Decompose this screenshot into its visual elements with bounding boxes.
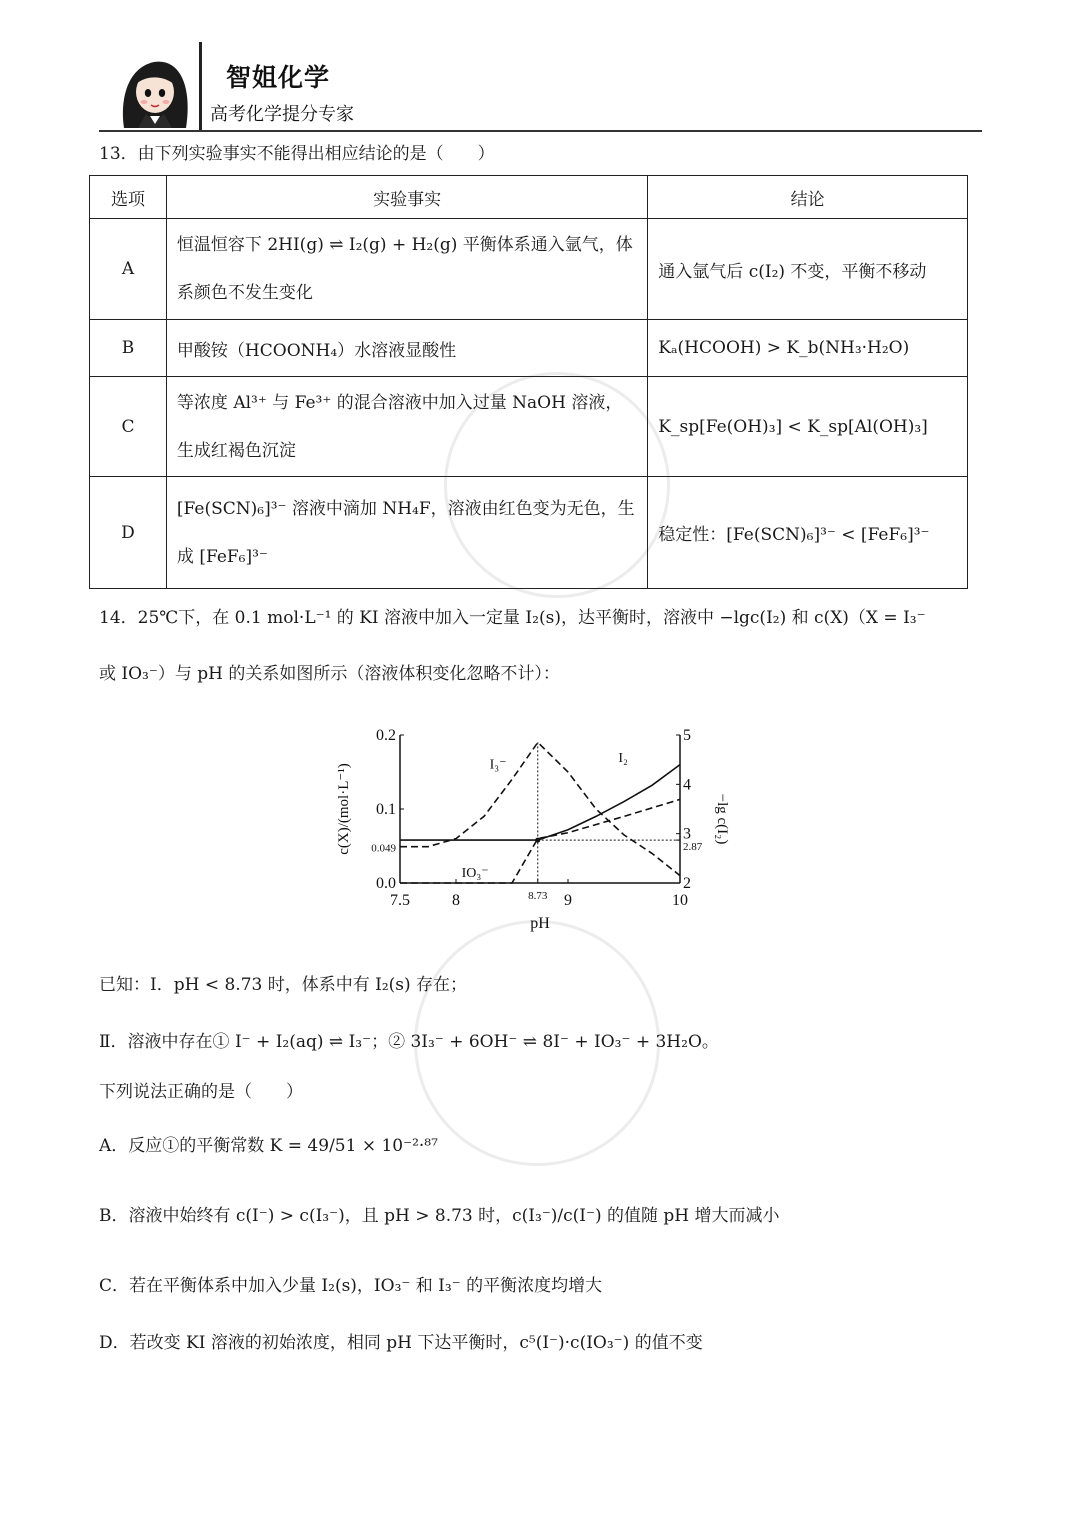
row-option: A (90, 219, 167, 320)
q14-known-2: Ⅱ．溶液中存在① I⁻ + I₂(aq) ⇌ I₃⁻；② 3I₃⁻ + 6OH⁻ ⇌ 8I⁻ + IO₃⁻ + 3H₂O。 (99, 1032, 719, 1052)
row-option: C (90, 377, 167, 477)
row-fact: 恒温恒容下 2HI(g) ⇌ I₂(g) + H₂(g) 平衡体系通入氩气，体系颜色不发生变化 (166, 219, 647, 320)
x-tick-label: 9 (564, 892, 572, 909)
q14-ask: 下列说法正确的是（ ） (99, 1082, 303, 1102)
row-option: D (90, 477, 167, 589)
table-header-row (90, 176, 968, 219)
y-right-axis-title: −lg c(I₂) (714, 793, 730, 845)
y-left-tick-label: 0.1 (376, 801, 396, 818)
y-right-tick-label: 2 (683, 875, 691, 892)
header-conclusion: 结论 (648, 176, 968, 219)
series-line (400, 765, 680, 841)
y-right-tick-label: 3 (683, 825, 691, 843)
header-divider-vertical (199, 42, 202, 130)
header-fact: 实验事实 (166, 176, 647, 219)
series-label: I₃⁻ (489, 757, 507, 773)
row-conclusion: 稳定性：[Fe(SCN)₆]³⁻ < [FeF₆]³⁻ (648, 477, 968, 589)
option-c: C．若在平衡体系中加入少量 I₂(s)，IO₃⁻ 和 I₃⁻ 的平衡浓度均增大 (99, 1276, 603, 1296)
series-line (400, 742, 680, 875)
table-row (90, 477, 968, 589)
row-conclusion: Kₐ(HCOOH) > K_b(NH₃·H₂O) (648, 320, 968, 377)
row-fact: [Fe(SCN)₆]³⁻ 溶液中滴加 NH₄F，溶液由红色变为无色，生成 [FeF₆]³⁻ (166, 477, 647, 589)
q14-stem-line2: 或 IO₃⁻）与 pH 的关系如图所示（溶液体积变化忽略不计）： (99, 664, 560, 684)
header-option: 选项 (90, 176, 167, 219)
x-tick-label: 8.73 (528, 890, 548, 902)
y-left-tick-label: 0.049 (371, 842, 396, 855)
x-tick-label: 10 (672, 892, 688, 909)
avatar-logo (114, 52, 196, 128)
row-conclusion: K_sp[Fe(OH)₃] < K_sp[Al(OH)₃] (648, 377, 968, 477)
row-fact: 等浓度 Al³⁺ 与 Fe³⁺ 的混合溶液中加入过量 NaOH 溶液，生成红褐色沉淀 (166, 377, 647, 477)
q14-known-1: 已知：Ⅰ．pH < 8.73 时，体系中有 I₂(s) 存在； (99, 975, 468, 995)
y-right-tick-label: 5 (683, 727, 691, 744)
row-conclusion: 通入氩气后 c(I₂) 不变，平衡不移动 (648, 219, 968, 320)
y-right-tick-label: 4 (683, 776, 691, 794)
series-line (400, 799, 680, 883)
x-tick-label: 8 (452, 892, 460, 909)
y-left-tick-label: 0.0 (376, 875, 396, 892)
x-axis-title: pH (530, 915, 550, 932)
row-fact: 甲酸铵（HCOONH₄）水溶液显酸性 (166, 320, 647, 377)
brand-name: 智姐化学 (226, 63, 331, 92)
q13-table (89, 175, 968, 589)
header-rule (99, 130, 982, 132)
intersection-point (535, 838, 540, 843)
q14-stem-line1: 14．25℃下，在 0.1 mol·L⁻¹ 的 KI 溶液中加入一定量 I₂(s)，达平衡时，溶液中 −lgc(I₂) 和 c(X)（X = I₃⁻ (99, 608, 926, 628)
series-label: IO₃⁻ (461, 866, 489, 882)
y-left-tick-label: 0.2 (376, 727, 396, 744)
table-row (90, 377, 968, 477)
brand-slogan: 高考化学提分专家 (210, 104, 354, 125)
option-a: A．反应①的平衡常数 K = 49/51 × 10⁻²·⁸⁷ (99, 1136, 438, 1156)
table-row (90, 320, 968, 377)
y-right-tick-label: 2.87 (683, 841, 703, 854)
ph-chart (320, 715, 760, 945)
series-label: I₂ (618, 751, 628, 767)
option-b: B．溶液中始终有 c(I⁻) > c(I₃⁻)，且 pH > 8.73 时，c(I₃⁻)/c(I⁻) 的值随 pH 增大而减小 (99, 1206, 780, 1226)
x-tick-label: 7.5 (390, 892, 410, 909)
option-d: D．若改变 KI 溶液的初始浓度，相同 pH 下达平衡时，c⁵(I⁻)·c(IO₃⁻) 的值不变 (99, 1333, 703, 1353)
row-option: B (90, 320, 167, 377)
table-row (90, 219, 968, 320)
q13-stem: 13．由下列实验事实不能得出相应结论的是（ ） (99, 144, 495, 164)
y-left-axis-title: c(X)/(mol·L⁻¹) (336, 763, 352, 855)
